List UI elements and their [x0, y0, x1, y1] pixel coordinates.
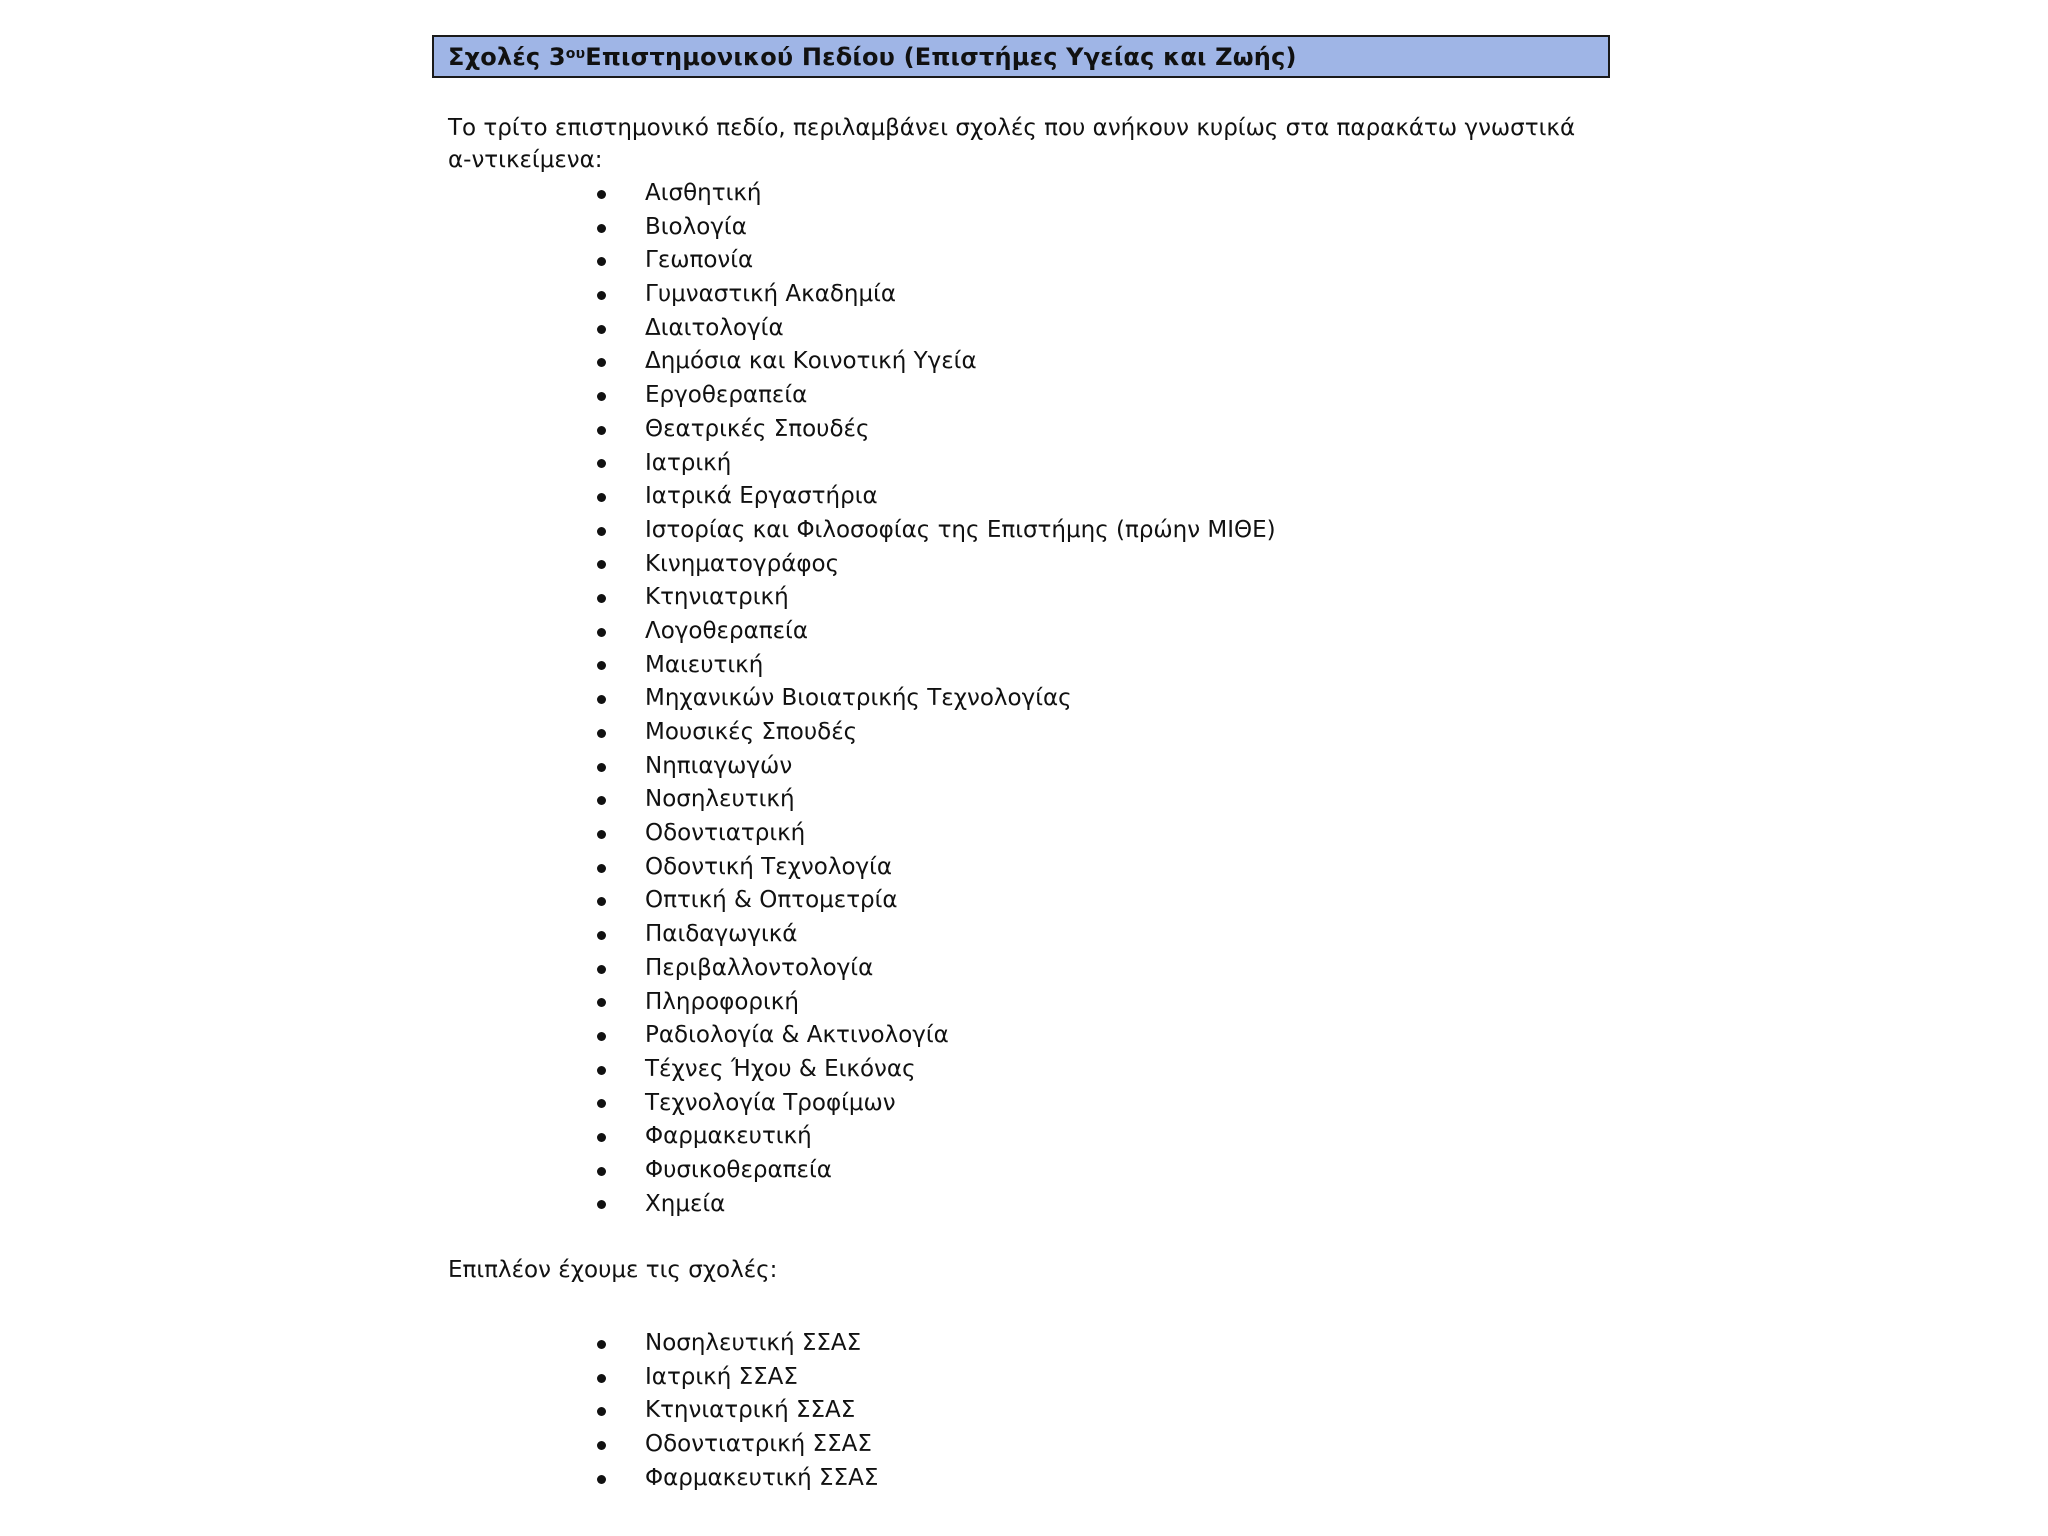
- list-item-label: Φαρμακευτική: [645, 1123, 812, 1150]
- list-item-label: Αισθητική: [645, 180, 762, 206]
- list-item-label: Γεωπονία: [645, 247, 754, 274]
- bullet-icon: [597, 459, 606, 468]
- list-item-label: Εργοθεραπεία: [645, 382, 808, 409]
- list-item-label: Ιστορίας και Φιλοσοφίας της Επιστήμης (πρώην ΜΙΘΕ): [645, 516, 1276, 543]
- list-item: [0, 750, 2048, 784]
- list-item: [0, 851, 2048, 885]
- list-item: [0, 480, 2048, 514]
- bullet-icon: [597, 1066, 606, 1075]
- title-superscript: ου: [565, 45, 586, 62]
- list-item: [0, 1361, 2048, 1395]
- list-item: [0, 447, 2048, 481]
- bullet-icon: [597, 1407, 606, 1416]
- list-item: [0, 211, 2048, 245]
- bullet-icon: [597, 1340, 606, 1349]
- list-item-label: Νοσηλευτική ΣΣΑΣ: [645, 1330, 862, 1356]
- title-suffix: Επιστημονικού Πεδίου (Επιστήμες Υγείας και Ζωής): [585, 42, 1297, 71]
- list-item: [0, 1019, 2048, 1053]
- bullet-icon: [597, 1167, 606, 1176]
- list-item: [0, 615, 2048, 649]
- bullet-icon: [597, 796, 606, 805]
- list-item: [0, 177, 2048, 211]
- list-item: [0, 986, 2048, 1020]
- bullet-icon: [597, 1133, 606, 1142]
- list-item: [0, 918, 2048, 952]
- list-item: [0, 817, 2048, 851]
- list-item: [0, 682, 2048, 716]
- list-item-label: Χημεία: [645, 1190, 726, 1217]
- bullet-icon: [597, 560, 606, 569]
- list-item-label: Φαρμακευτική ΣΣΑΣ: [645, 1464, 879, 1491]
- list-item: [0, 783, 2048, 817]
- bullet-icon: [597, 257, 606, 266]
- bullet-icon: [597, 426, 606, 435]
- list-item-label: Φυσικοθεραπεία: [645, 1156, 832, 1183]
- list-item-label: Μουσικές Σπουδές: [645, 719, 858, 745]
- list-item: [0, 1428, 2048, 1462]
- title-prefix: Σχολές 3: [448, 42, 566, 71]
- list-item-label: Λογοθεραπεία: [645, 617, 808, 644]
- list-item: [0, 649, 2048, 683]
- list-item: [0, 1462, 2048, 1496]
- list-item: [0, 884, 2048, 918]
- bullet-icon: [597, 1441, 606, 1450]
- list-item-label: Νοσηλευτική: [645, 786, 795, 813]
- list-item: [0, 1053, 2048, 1087]
- list-item: [0, 548, 2048, 582]
- bullet-icon: [597, 661, 606, 670]
- bullet-icon: [597, 998, 606, 1007]
- list-item-label: Θεατρικές Σπουδές: [645, 415, 870, 442]
- bullet-icon: [597, 695, 606, 704]
- list-item: [0, 581, 2048, 615]
- list-item-label: Δημόσια και Κοινοτική Υγεία: [645, 348, 977, 375]
- bullet-icon: [597, 931, 606, 940]
- bullet-icon: [597, 190, 606, 199]
- bullet-icon: [597, 358, 606, 367]
- list-item-label: Διαιτολογία: [645, 314, 784, 341]
- list-item: [0, 312, 2048, 346]
- bullet-icon: [597, 830, 606, 839]
- list-item: [0, 1154, 2048, 1188]
- bullet-icon: [597, 594, 606, 603]
- list-item: [0, 952, 2048, 986]
- list-item-label: Γυμναστική Ακαδημία: [645, 281, 897, 308]
- list-item-label: Περιβαλλοντολογία: [645, 954, 874, 981]
- list-item-label: Ραδιολογία & Ακτινολογία: [645, 1022, 949, 1049]
- bullet-icon: [597, 1032, 606, 1041]
- bullet-icon: [597, 965, 606, 974]
- bullet-icon: [597, 729, 606, 738]
- list-item-label: Νηπιαγωγών: [645, 752, 793, 779]
- list-item: [0, 1188, 2048, 1222]
- bullet-icon: [597, 392, 606, 401]
- list-item-label: Παιδαγωγικά: [645, 921, 798, 948]
- list-item-label: Ιατρικά Εργαστήρια: [645, 483, 878, 510]
- list-item: [0, 1327, 2048, 1361]
- list-item: [0, 345, 2048, 379]
- additional-schools-label: Επιπλέον έχουμε τις σχολές:: [448, 1257, 778, 1283]
- bullet-icon: [597, 628, 606, 637]
- list-item-label: Κτηνιατρική ΣΣΑΣ: [645, 1397, 856, 1424]
- list-item-label: Οδοντιατρική: [645, 820, 806, 847]
- list-item: [0, 244, 2048, 278]
- list-item: [0, 379, 2048, 413]
- list-item: [0, 1087, 2048, 1121]
- list-item-label: Τεχνολογία Τροφίμων: [645, 1089, 896, 1116]
- section-title: [432, 35, 1610, 78]
- main-subject-list: [0, 177, 2048, 1221]
- list-item: [0, 514, 2048, 548]
- list-item-label: Οπτική & Οπτομετρία: [645, 887, 898, 914]
- list-item: [0, 413, 2048, 447]
- list-item-label: Κινηματογράφος: [645, 550, 840, 577]
- list-item-label: Βιολογία: [645, 213, 747, 240]
- list-item: [0, 716, 2048, 750]
- bullet-icon: [597, 493, 606, 502]
- list-item-label: Οδοντική Τεχνολογία: [645, 853, 893, 880]
- list-item-label: Μαιευτική: [645, 651, 764, 678]
- bullet-icon: [597, 1475, 606, 1484]
- list-item-label: Πληροφορική: [645, 988, 799, 1015]
- bullet-icon: [597, 864, 606, 873]
- extra-schools-list: [0, 1327, 2048, 1495]
- bullet-icon: [597, 897, 606, 906]
- bullet-icon: [597, 224, 606, 233]
- list-item: [0, 1394, 2048, 1428]
- bullet-icon: [597, 291, 606, 300]
- intro-paragraph: Το τρίτο επιστημονικό πεδίο, περιλαμβάνει σχολές που ανήκουν κυρίως στα παρακάτω γνωστικά α-ντικείμενα:: [448, 115, 1576, 173]
- bullet-icon: [597, 1200, 606, 1209]
- list-item: [0, 1120, 2048, 1154]
- bullet-icon: [597, 763, 606, 772]
- bullet-icon: [597, 325, 606, 334]
- list-item-label: Μηχανικών Βιοιατρικής Τεχνολογίας: [645, 685, 1072, 712]
- list-item: [0, 278, 2048, 312]
- list-item-label: Ιατρική ΣΣΑΣ: [645, 1363, 798, 1390]
- list-item-label: Τέχνες Ήχου & Εικόνας: [645, 1055, 916, 1082]
- list-item-label: Οδοντιατρική ΣΣΑΣ: [645, 1431, 872, 1458]
- bullet-icon: [597, 1374, 606, 1383]
- bullet-icon: [597, 527, 606, 536]
- list-item-label: Ιατρική: [645, 449, 732, 476]
- list-item-label: Κτηνιατρική: [645, 584, 789, 611]
- bullet-icon: [597, 1099, 606, 1108]
